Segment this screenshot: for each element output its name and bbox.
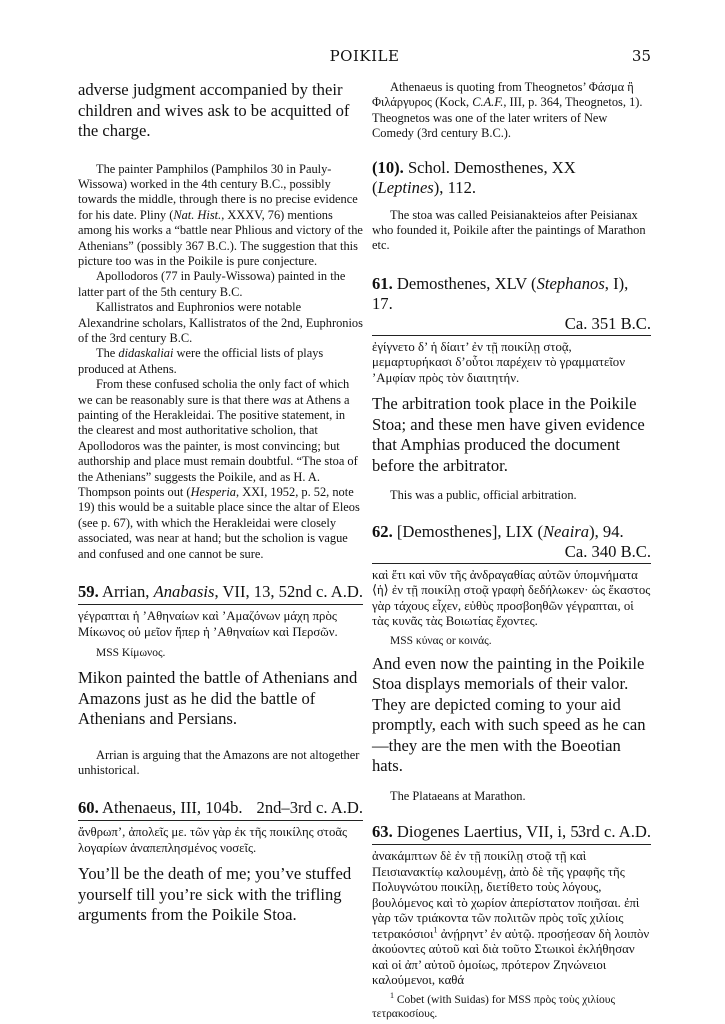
greek-text: ἐγίγνετο δ’ ἡ δίαιτ’ ἐν τῇ ποικίλῃ στοᾷ, μεμαρτυρήκασι δ’οὗτοι παρέχειν τὸ γραμματεῖον ’Αμφίαν πρὸς τὸν διαιτητήν. — [372, 339, 625, 385]
entry-date: Ca. 351 B.C. — [564, 313, 651, 333]
entry-date: 3rd c. A.D. — [577, 822, 651, 842]
translation: And even now the painting in the Poikile Stoa displays memorials of their valor. They are depicted coming to your aid promptly, each with such speed as he can —they are the men with the Boeotian hats. — [372, 653, 646, 776]
divider — [372, 335, 651, 336]
commentary — [78, 162, 363, 563]
entry-heading: 61. Demosthenes, XLV (Stephanos, I), 17. — [372, 273, 629, 313]
entry-62 — [372, 522, 651, 804]
divider — [372, 563, 651, 564]
entry-heading: 60. Athenaeus, III, 104b. 2nd–3rd c. A.D. — [78, 798, 363, 818]
entry-number: 63. — [372, 822, 393, 842]
commentary-paragraph: The painter Pamphilos (Pamphilos 30 in Pauly-Wissowa) worked in the 4th century B.C., possibly towards the middle, through there is no precise evidence for his date. Pliny (Nat. Hist., XXXV, 76) mentions among his works a “battle near Phlious and victory of the Athenians” (possibly 367 B.C.). The suggestion that this picture too was in the Poikile is pure conjecture. — [78, 161, 363, 268]
entry-heading: (10). Schol. Demosthenes, XX (Leptines), 112. — [372, 157, 576, 197]
entry-60-note: Athenaeus is quoting from Theognetos’ Φάσμα ἢ Φιλάργυρος (Kock, C.A.F., III, p. 364, Theognetos, 1). Theognetos was one of the later writers of New Comedy (3rd century B.C.). — [372, 80, 643, 141]
greek-text: ἀνακάμπτων δὲ ἐν τῇ ποικίλῃ στοᾷ τῇ καὶ Πεισιανακτίῳ καλουμένῃ, ἀπὸ δὲ τῆς γραφῆς τῆς Πολυγνώτου ποικίλῃ, διετίθετο τοὺς λόγους, βουλόμενος καὶ τὸ χωρίον ἀπερίστατον ποιῆσαι. ἐπὶ γὰρ τῶν τριάκοντα τῶν πολιτῶν πρὸς τοῖς χιλίοις τετρακόσιοι$^1$ ἀνῄρηντ’ ἐν αὐτῷ. προσῄεσαν δὴ λοιπὸν ἀκούοντες αὐτοῦ καὶ διὰ τοῦτο Στωικοὶ ἐκλήθησαν καὶ οἱ ἀπ’ αὐτοῦ ὁμοίως, πρότερον Ζηνώνειοι καλούμενοι, καθά — [372, 849, 650, 988]
page-header — [78, 47, 651, 69]
entry-heading: 62. [Demosthenes], LIX (Neaira), 94. — [372, 521, 624, 541]
page-number: 35 — [631, 47, 651, 65]
footnote-ref: 1 — [433, 925, 438, 935]
left-column — [78, 80, 363, 926]
manuscript-note: MSS κύνας or κοινάς. — [390, 634, 492, 647]
footnote: $^1$ Cobet (with Suidas) for MSS πρὸς τοὺς χιλίους τετρακοσίους. — [372, 990, 616, 1020]
note: Arrian is arguing that the Amazons are not altogether unhistorical. — [78, 747, 360, 777]
entry-date: 2nd–3rd c. A.D. — [256, 798, 363, 818]
entry-date: 2nd c. A.D. — [286, 582, 363, 602]
greek-text: γέγραπται ἡ ’Αθηναίων καὶ ’Αμαζόνων μάχη πρὸς Μίκωνος οὐ μεῖον ἤπερ ἡ ’Αθηναίων καὶ Περσῶν. — [78, 609, 338, 639]
commentary-paragraph: The didaskaliai were the official lists of plays produced at Athens. — [78, 346, 324, 376]
greek-text: καὶ ἔτι καὶ νῦν τῆς ἀνδραγαθίας αὐτῶν ὑπομνήματα ⟨ἡ⟩ ἐν τῇ ποικίλῃ στοᾷ γραφὴ δεδήλωκεν· ὡς ἕκαστος γὰρ τάχους εἶχεν, εὐθὺς προσβοηθῶν γέγραπται, οἱ τὰς κυνᾶς τὰς Βοιωτίας ἔχοντες. — [372, 567, 651, 629]
entry-number: 60. — [78, 798, 99, 818]
divider — [78, 604, 363, 605]
divider — [78, 820, 363, 821]
entry-59 — [78, 582, 363, 778]
note: The Plataeans at Marathon. — [390, 788, 526, 803]
commentary-paragraph: From these confused scholia the only fact of which we can be reasonably sure is that there was at Athens a painting of the Herakleidai. The positive statement, in the clearest and most authoritative scholion, that Apollodoros was the painter, is most convincing; but authorship and place must remain doubtful. “The stoa of the Athenians” suggests the Poikile, and as H. A. Thompson points out (Hesperia, XXI, 1952, p. 52, note 19) this would be a suitable place since the altar of Eleos (see p. 67), with which the Herakleidai were closely associated, was near at hand; but the scholion is vague and confused and one cannot be sure. — [78, 377, 360, 561]
entry-date: Ca. 340 B.C. — [564, 541, 651, 561]
entry-61 — [372, 274, 651, 504]
intro-translation: adverse judgment accompanied by their children and wives ask to be acquitted of the charge. — [78, 80, 350, 140]
entry-heading: 63. Diogenes Laertius, VII, i, 5. 3rd c. A.D. — [372, 822, 651, 842]
note: This was a public, official arbitration. — [390, 488, 577, 503]
right-column — [372, 80, 651, 1021]
translation: You’ll be the death of me; you’ve stuffed yourself till you’re sick with the trifling arguments from the Poikile Stoa. — [78, 864, 352, 925]
entry-number: 59. — [78, 582, 99, 602]
entry-63 — [372, 822, 651, 1021]
entry-number: 62. — [372, 521, 393, 541]
translation: Mikon painted the battle of Athenians and Amazons just as he did the battle of Athenians and Persians. — [78, 668, 358, 729]
entry-number: 61. — [372, 273, 393, 293]
entry-number: (10). — [372, 157, 404, 177]
manuscript-note: MSS Κίμωνος. — [96, 647, 166, 660]
entry-60 — [78, 798, 363, 926]
entry-10 — [372, 158, 651, 254]
commentary-paragraph: Apollodoros (77 in Pauly-Wissowa) painted in the latter part of the 5th century B.C. — [78, 269, 346, 299]
running-head: POIKILE — [329, 47, 400, 65]
note: The stoa was called Peisianakteios after Peisianax who founded it, Poikile after the paintings of Marathon etc. — [372, 207, 646, 253]
greek-text: ἄνθρωπ’, ἀπολεῖς με. τῶν γὰρ ἐκ τῆς ποικίλης στοᾶς λογαρίων ἀναπεπλησμένος νοσεῖς. — [78, 825, 348, 855]
divider — [372, 844, 651, 845]
entry-heading: 59. Arrian, Anabasis, VII, 13, 5. 2nd c. A.D. — [78, 582, 363, 602]
translation: The arbitration took place in the Poikile Stoa; and these men have given evidence that Amphias produced the document before the arbitrator. — [372, 394, 645, 475]
commentary-paragraph: Kallistratos and Euphronios were notable Alexandrine scholars, Kallistratos of the 2nd, Euphronios of the 3rd century B.C. — [78, 300, 363, 345]
